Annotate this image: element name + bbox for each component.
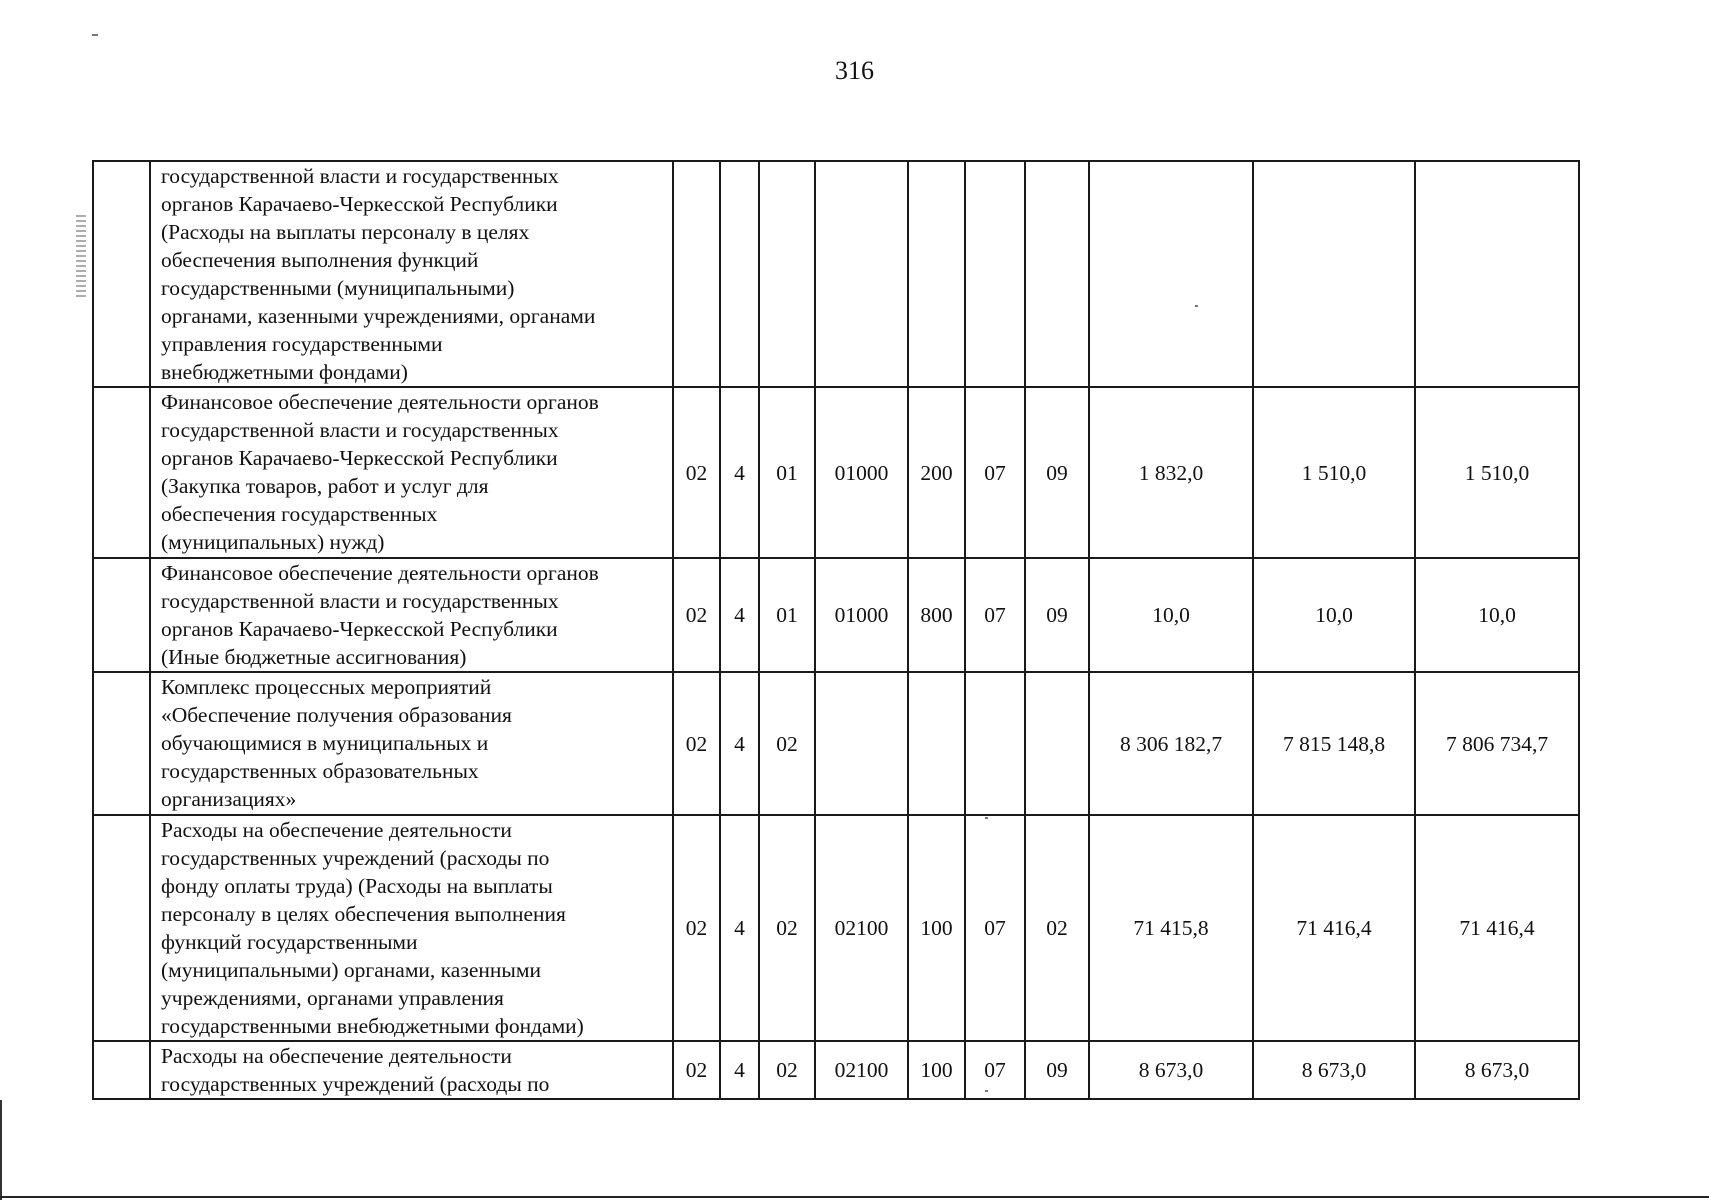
code-cell: 02 — [673, 1041, 720, 1099]
amount-cell: 8 673,0 — [1089, 1041, 1253, 1099]
amount-cell: 8 673,0 — [1415, 1041, 1579, 1099]
code-cell: 02 — [759, 672, 815, 815]
code-cell — [815, 672, 908, 815]
code-cell: 09 — [1025, 558, 1089, 672]
code-cell — [965, 672, 1025, 815]
description-cell: Финансовое обеспечение деятельности органов государственной власти и государственных органов Карачаево-Черкесской Республики (Иные бюджетные ассигнования) — [150, 558, 673, 672]
index-cell — [93, 558, 150, 672]
code-cell — [720, 161, 759, 387]
description-cell: Расходы на обеспечение деятельности государственных учреждений (расходы по фонду оплаты труда) (Расходы на выплаты персоналу в целях обеспечения выполнения функций государственными (муниципальными) органами, казенными учреждениями, органами управления государственными внебюджетными фондами) — [150, 815, 673, 1041]
code-cell: 4 — [720, 1041, 759, 1099]
page-number: 316 — [835, 56, 874, 85]
page-bottom-line — [0, 1196, 1709, 1198]
code-cell: 02100 — [815, 815, 908, 1041]
description-cell: государственной власти и государственных органов Карачаево-Черкесской Республики (Расходы на выплаты персоналу в целях обеспечения выполнения функций государственными (муниципальными) органами, казенными учреждениями, органами управления государственными внебюджетными фондами) — [150, 161, 673, 387]
description-cell: Финансовое обеспечение деятельности органов государственной власти и государственных органов Карачаево-Черкесской Республики (Закупка товаров, работ и услуг для обеспечения государственных (муниципальных) нужд) — [150, 387, 673, 558]
table-row — [93, 161, 1579, 387]
code-cell: 02 — [673, 672, 720, 815]
code-cell: 4 — [720, 815, 759, 1041]
description-cell: Комплекс процессных мероприятий «Обеспечение получения образования обучающимися в муниципальных и государственных образовательных организациях» — [150, 672, 673, 815]
code-cell: 02 — [673, 387, 720, 558]
code-cell: 07 — [965, 1041, 1025, 1099]
code-cell: 800 — [908, 558, 965, 672]
amount-cell: 71 416,4 — [1253, 815, 1415, 1041]
code-cell: 07 — [965, 815, 1025, 1041]
code-cell: 02 — [1025, 815, 1089, 1041]
code-cell — [965, 161, 1025, 387]
description-cell: Расходы на обеспечение деятельности государственных учреждений (расходы по — [150, 1041, 673, 1099]
table-row — [93, 815, 1579, 1041]
code-cell — [1025, 161, 1089, 387]
amount-cell: 7 806 734,7 — [1415, 672, 1579, 815]
code-cell: 4 — [720, 672, 759, 815]
code-cell: 02100 — [815, 1041, 908, 1099]
table-row — [93, 672, 1579, 815]
code-cell — [908, 672, 965, 815]
index-cell — [93, 815, 150, 1041]
amount-cell: 8 673,0 — [1253, 1041, 1415, 1099]
code-cell: 01 — [759, 558, 815, 672]
code-cell — [759, 161, 815, 387]
code-cell: 01000 — [815, 558, 908, 672]
scan-dot — [92, 34, 98, 36]
code-cell — [673, 161, 720, 387]
code-cell: 02 — [673, 558, 720, 672]
code-cell — [908, 161, 965, 387]
page-edge-line — [0, 1100, 2, 1200]
code-cell: 01 — [759, 387, 815, 558]
amount-cell: 71 416,4 — [1415, 815, 1579, 1041]
amount-cell: 1 510,0 — [1415, 387, 1579, 558]
table-row — [93, 1041, 1579, 1099]
index-cell — [93, 1041, 150, 1099]
code-cell — [1025, 672, 1089, 815]
amount-cell: 10,0 — [1089, 558, 1253, 672]
code-cell: 09 — [1025, 387, 1089, 558]
index-cell — [93, 161, 150, 387]
code-cell: 02 — [759, 1041, 815, 1099]
amount-cell: 10,0 — [1415, 558, 1579, 672]
code-cell: 4 — [720, 558, 759, 672]
code-cell: 07 — [965, 558, 1025, 672]
code-cell: 100 — [908, 815, 965, 1041]
amount-cell: 7 815 148,8 — [1253, 672, 1415, 815]
code-cell: 4 — [720, 387, 759, 558]
budget-table — [92, 160, 1580, 1100]
table-row — [93, 387, 1579, 558]
scan-artifact — [76, 215, 86, 297]
code-cell: 02 — [759, 815, 815, 1041]
code-cell: 07 — [965, 387, 1025, 558]
amount-cell: 8 306 182,7 — [1089, 672, 1253, 815]
amount-cell: 10,0 — [1253, 558, 1415, 672]
code-cell — [815, 161, 908, 387]
code-cell: 09 — [1025, 1041, 1089, 1099]
amount-cell — [1415, 161, 1579, 387]
amount-cell: 1 510,0 — [1253, 387, 1415, 558]
index-cell — [93, 387, 150, 558]
amount-cell — [1253, 161, 1415, 387]
amount-cell — [1089, 161, 1253, 387]
code-cell: 01000 — [815, 387, 908, 558]
amount-cell: 1 832,0 — [1089, 387, 1253, 558]
amount-cell: 71 415,8 — [1089, 815, 1253, 1041]
code-cell: 02 — [673, 815, 720, 1041]
index-cell — [93, 672, 150, 815]
code-cell: 200 — [908, 387, 965, 558]
code-cell: 100 — [908, 1041, 965, 1099]
table-row — [93, 558, 1579, 672]
